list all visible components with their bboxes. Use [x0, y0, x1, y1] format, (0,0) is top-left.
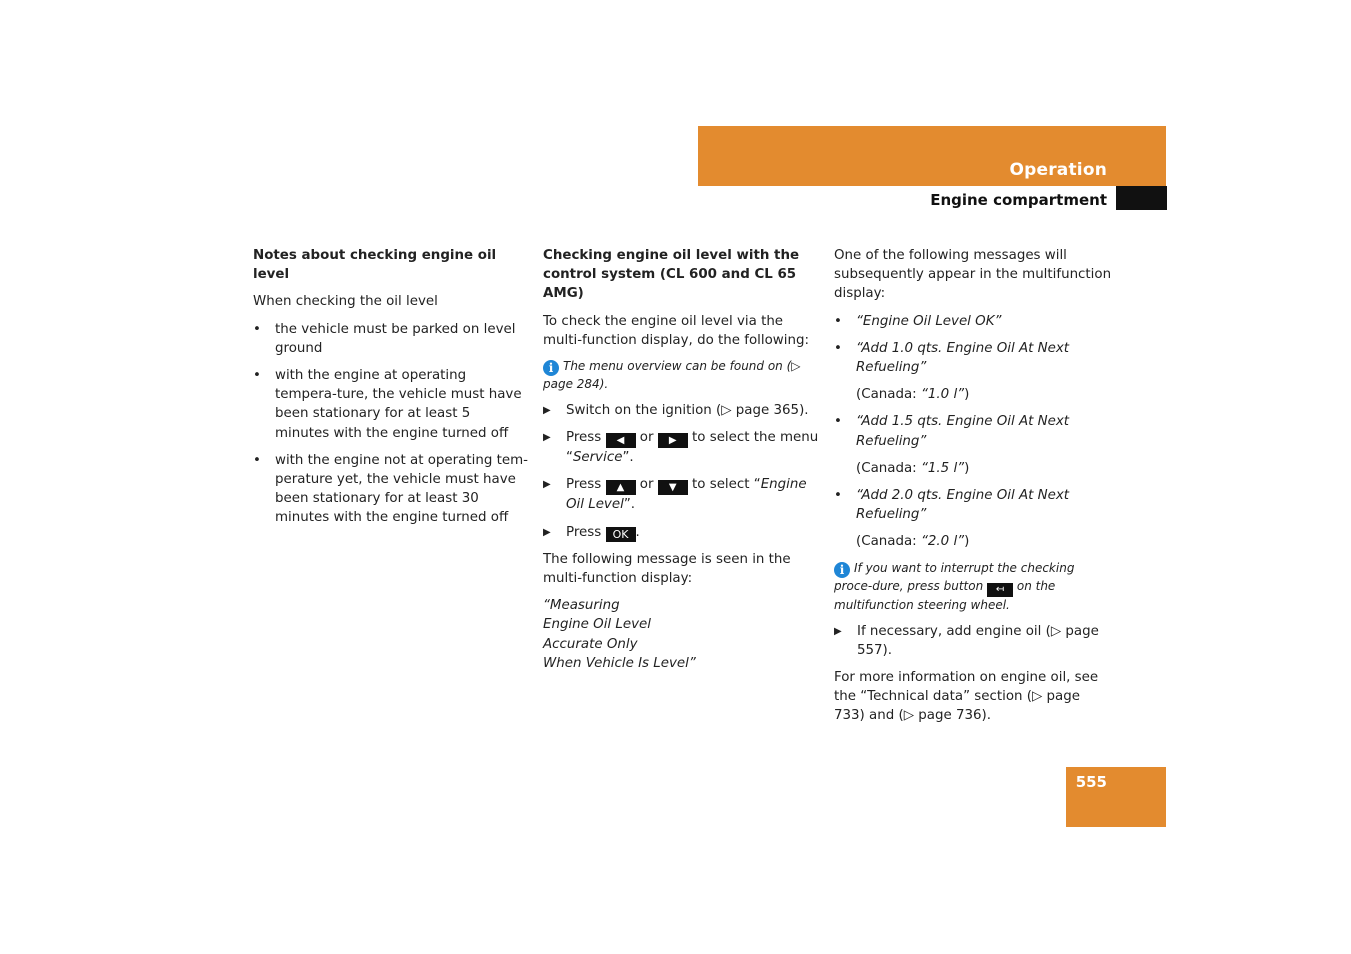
message-line: “Measuring	[543, 598, 620, 614]
list-item: • with the engine not at operating tem-perature yet, the vehicle must have been stationary for at least 30 minutes with the engine turned off	[253, 451, 528, 528]
info-text: If you want to interrupt the checking proce-dure, press button	[834, 560, 1075, 593]
column-checking	[543, 246, 821, 681]
notes-intro: When checking the oil level	[253, 294, 438, 310]
canada-label: )	[964, 387, 970, 403]
steps-list	[543, 401, 821, 542]
measuring-message	[543, 596, 821, 673]
step-text: or	[639, 430, 654, 446]
canada-value: “1.5 l”	[920, 460, 965, 476]
messages-list	[834, 486, 1114, 524]
info-icon: i	[834, 562, 850, 578]
left-arrow-key-icon: ◀	[606, 433, 636, 448]
notes-list	[253, 320, 528, 528]
menu-item-name: Engine Oil Level	[566, 477, 807, 513]
up-arrow-key-icon: ▲	[606, 480, 636, 495]
list-item: • the vehicle must be parked on level ground	[253, 320, 528, 358]
column-notes	[253, 246, 528, 536]
step-add-oil: ▶ If necessary, add engine oil (▷ page 557).	[834, 622, 1114, 660]
step-text: or	[639, 477, 654, 493]
step-text: Press	[566, 524, 602, 540]
info-note	[543, 358, 821, 393]
menu-name: Service	[572, 450, 623, 466]
canada-note	[834, 385, 1114, 404]
canada-note	[834, 532, 1114, 551]
list-item: • with the engine at operating tempera-ture, the vehicle must have been stationary for at least 5 minutes with the engine turned off	[253, 366, 528, 443]
right-arrow-key-icon: ▶	[658, 433, 688, 448]
step-text: ”.	[622, 450, 634, 466]
info-note	[834, 560, 1114, 614]
step-text: ”.	[623, 497, 636, 513]
ok-key-icon: OK	[606, 527, 636, 542]
message-line: When Vehicle Is Level”	[543, 655, 696, 671]
canada-value: “1.0 l”	[920, 387, 965, 403]
step-select-item	[543, 475, 821, 514]
down-arrow-key-icon: ▼	[658, 480, 688, 495]
step-select-menu	[543, 428, 821, 467]
list-item: • “Add 1.5 qts. Engine Oil At Next Refueling”	[834, 412, 1114, 450]
header-marker	[1116, 186, 1167, 210]
messages-list	[834, 312, 1114, 378]
canada-label: )	[964, 460, 970, 476]
column-messages	[834, 246, 1114, 734]
section-subtitle: Engine compartment	[930, 191, 1107, 209]
message-line: Engine Oil Level	[543, 617, 651, 633]
back-button-icon: ↤	[987, 583, 1013, 597]
canada-label: (Canada:	[856, 387, 921, 403]
messages-list	[834, 412, 1114, 450]
step-text: Press	[566, 477, 602, 493]
step-text: to select the menu “	[566, 430, 819, 466]
section-title: Operation	[1009, 160, 1107, 180]
canada-value: “2.0 l”	[920, 534, 965, 550]
list-item: • “Engine Oil Level OK”	[834, 312, 1114, 331]
step-text: to select “	[692, 477, 761, 493]
canada-label: (Canada:	[856, 460, 921, 476]
list-item: • “Add 2.0 qts. Engine Oil At Next Refueling”	[834, 486, 1114, 524]
message-intro: The following message is seen in the multi-function display:	[543, 551, 791, 587]
canada-label: (Canada:	[856, 534, 921, 550]
canada-note	[834, 459, 1114, 478]
step-text: .	[635, 524, 640, 540]
page-number: 555	[1075, 773, 1107, 791]
canada-label: )	[964, 534, 970, 550]
checking-heading: Checking engine oil level with the control system (CL 600 and CL 65 AMG)	[543, 248, 800, 302]
message-line: Accurate Only	[543, 636, 638, 652]
step-ignition: ▶ Switch on the ignition (▷ page 365).	[543, 401, 821, 420]
list-item: • “Add 1.0 qts. Engine Oil At Next Refueling”	[834, 339, 1114, 377]
checking-intro: To check the engine oil level via the multi-function display, do the following:	[543, 313, 809, 348]
step-press-ok	[543, 523, 821, 542]
more-info: For more information on engine oil, see the “Technical data” section (▷ page 733) and (▷ page 736).	[834, 670, 1099, 724]
info-text: The menu overview can be found on (▷ page 284).	[543, 359, 801, 392]
messages-intro: One of the following messages will subsequently appear in the multifunction display:	[834, 248, 1112, 302]
step-text: Press	[566, 430, 602, 446]
info-text: on the multifunction steering wheel.	[834, 578, 1056, 612]
steps-list	[834, 622, 1114, 660]
info-icon: i	[543, 360, 559, 376]
notes-heading: Notes about checking engine oil level	[253, 248, 497, 283]
